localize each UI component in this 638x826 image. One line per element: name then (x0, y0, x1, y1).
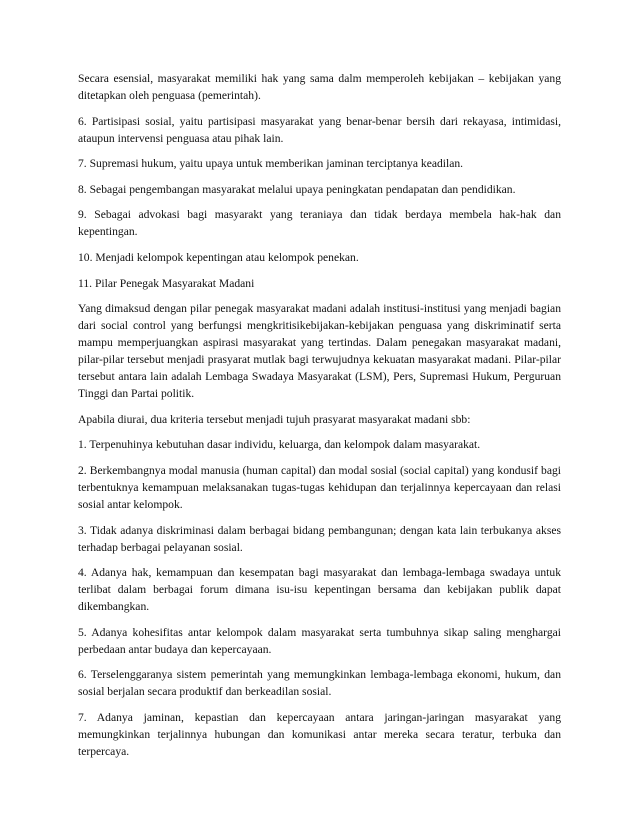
paragraph-prasyarat-3: 3. Tidak adanya diskriminasi dalam berbagai bidang pembangunan; dengan kata lain terbukanya akses terhadap berbagai pelayanan sosial. (78, 523, 561, 554)
paragraph-prasyarat-4: 4. Adanya hak, kemampuan dan kesempatan bagi masyarakat dan lembaga-lembaga swadaya untuk terlibat dalam berbagai forum dimana isu-isu kepentingan bersama dan kebijakan publik dapat dikembangkan. (78, 566, 561, 614)
paragraph-item-9-advokasi: 9. Sebagai advokasi bagi masyarakt yang teraniaya dan tidak berdaya membela hak-hak dan kepentingan. (78, 208, 561, 239)
paragraph-item-10-kelompok: 10. Menjadi kelompok kepentingan atau kelompok penekan. (78, 250, 359, 264)
paragraph-prasyarat-6: 6. Terselenggaranya sistem pemerintah yang memungkinkan lembaga-lembaga ekonomi, hukum, dan sosial berjalan secara produktif dan berkeadilan sosial. (78, 668, 561, 699)
paragraph-item-7-supremasi: 7. Supremasi hukum, yaitu upaya untuk memberikan jaminan terciptanya keadilan. (78, 157, 464, 171)
section-heading-pilar: 11. Pilar Penegak Masyarakat Madani (78, 276, 255, 290)
document-body (78, 70, 561, 769)
paragraph-item-8-pengembangan: 8. Sebagai pengembangan masyarakat melalui upaya peningkatan pendapatan dan pendidikan. (78, 182, 516, 196)
paragraph-intro: Secara esensial, masyarakat memiliki hak yang sama dalm memperoleh kebijakan – kebijakan yang ditetapkan oleh penguasa (pemerintah). (78, 72, 561, 102)
paragraph-item-6-partisipasi: 6. Partisipasi sosial, yaitu partisipasi masyarakat yang benar-benar bersih dari rekayasa, intimidasi, ataupun intervensi penguasa atau pihak lain. (78, 114, 561, 145)
paragraph-prasyarat-5: 5. Adanya kohesifitas antar kelompok dalam masyarakat serta tumbuhnya sikap saling menghargai perbedaan antar budaya dan kepercayaan. (78, 625, 561, 656)
paragraph-prasyarat-intro: Apabila diurai, dua kriteria tersebut menjadi tujuh prasyarat masyarakat madani sbb: (78, 412, 471, 426)
paragraph-prasyarat-7: 7. Adanya jaminan, kepastian dan kepercayaan antara jaringan-jaringan masyarakat yang memungkinkan terjalinnya hubungan dan komunikasi antar mereka secara teratur, terbuka dan terpercaya. (78, 710, 561, 758)
paragraph-prasyarat-2: 2. Berkembangnya modal manusia (human capital) dan modal sosial (social capital) yang kondusif bagi terbentuknya kemampuan melaksanakan tugas-tugas kehidupan dan terjalinnya kepercayaan dan relasi sosial antar kelompok. (78, 463, 561, 511)
paragraph-pilar-description: Yang dimaksud dengan pilar penegak masyarakat madani adalah institusi-institusi yang menjadi bagian dari social control yang berfungsi mengkritisikebijakan-kebijakan penguasa yang diskriminatif serta mampu memperjuangkan aspirasi masyarakat yang tertindas. Dalam penegakan masyarakat madani, pilar-pilar tersebut menjadi prasyarat mutlak bagi terwujudnya kekuatan masyarakat madani. Pilar-pilar tersebut antara lain adalah Lembaga Swadaya Masyarakat (LSM), Pers, Supremasi Hukum, Perguruan Tinggi dan Partai politik. (78, 302, 561, 401)
paragraph-prasyarat-1: 1. Terpenuhinya kebutuhan dasar individu, keluarga, dan kelompok dalam masyarakat. (78, 438, 481, 452)
